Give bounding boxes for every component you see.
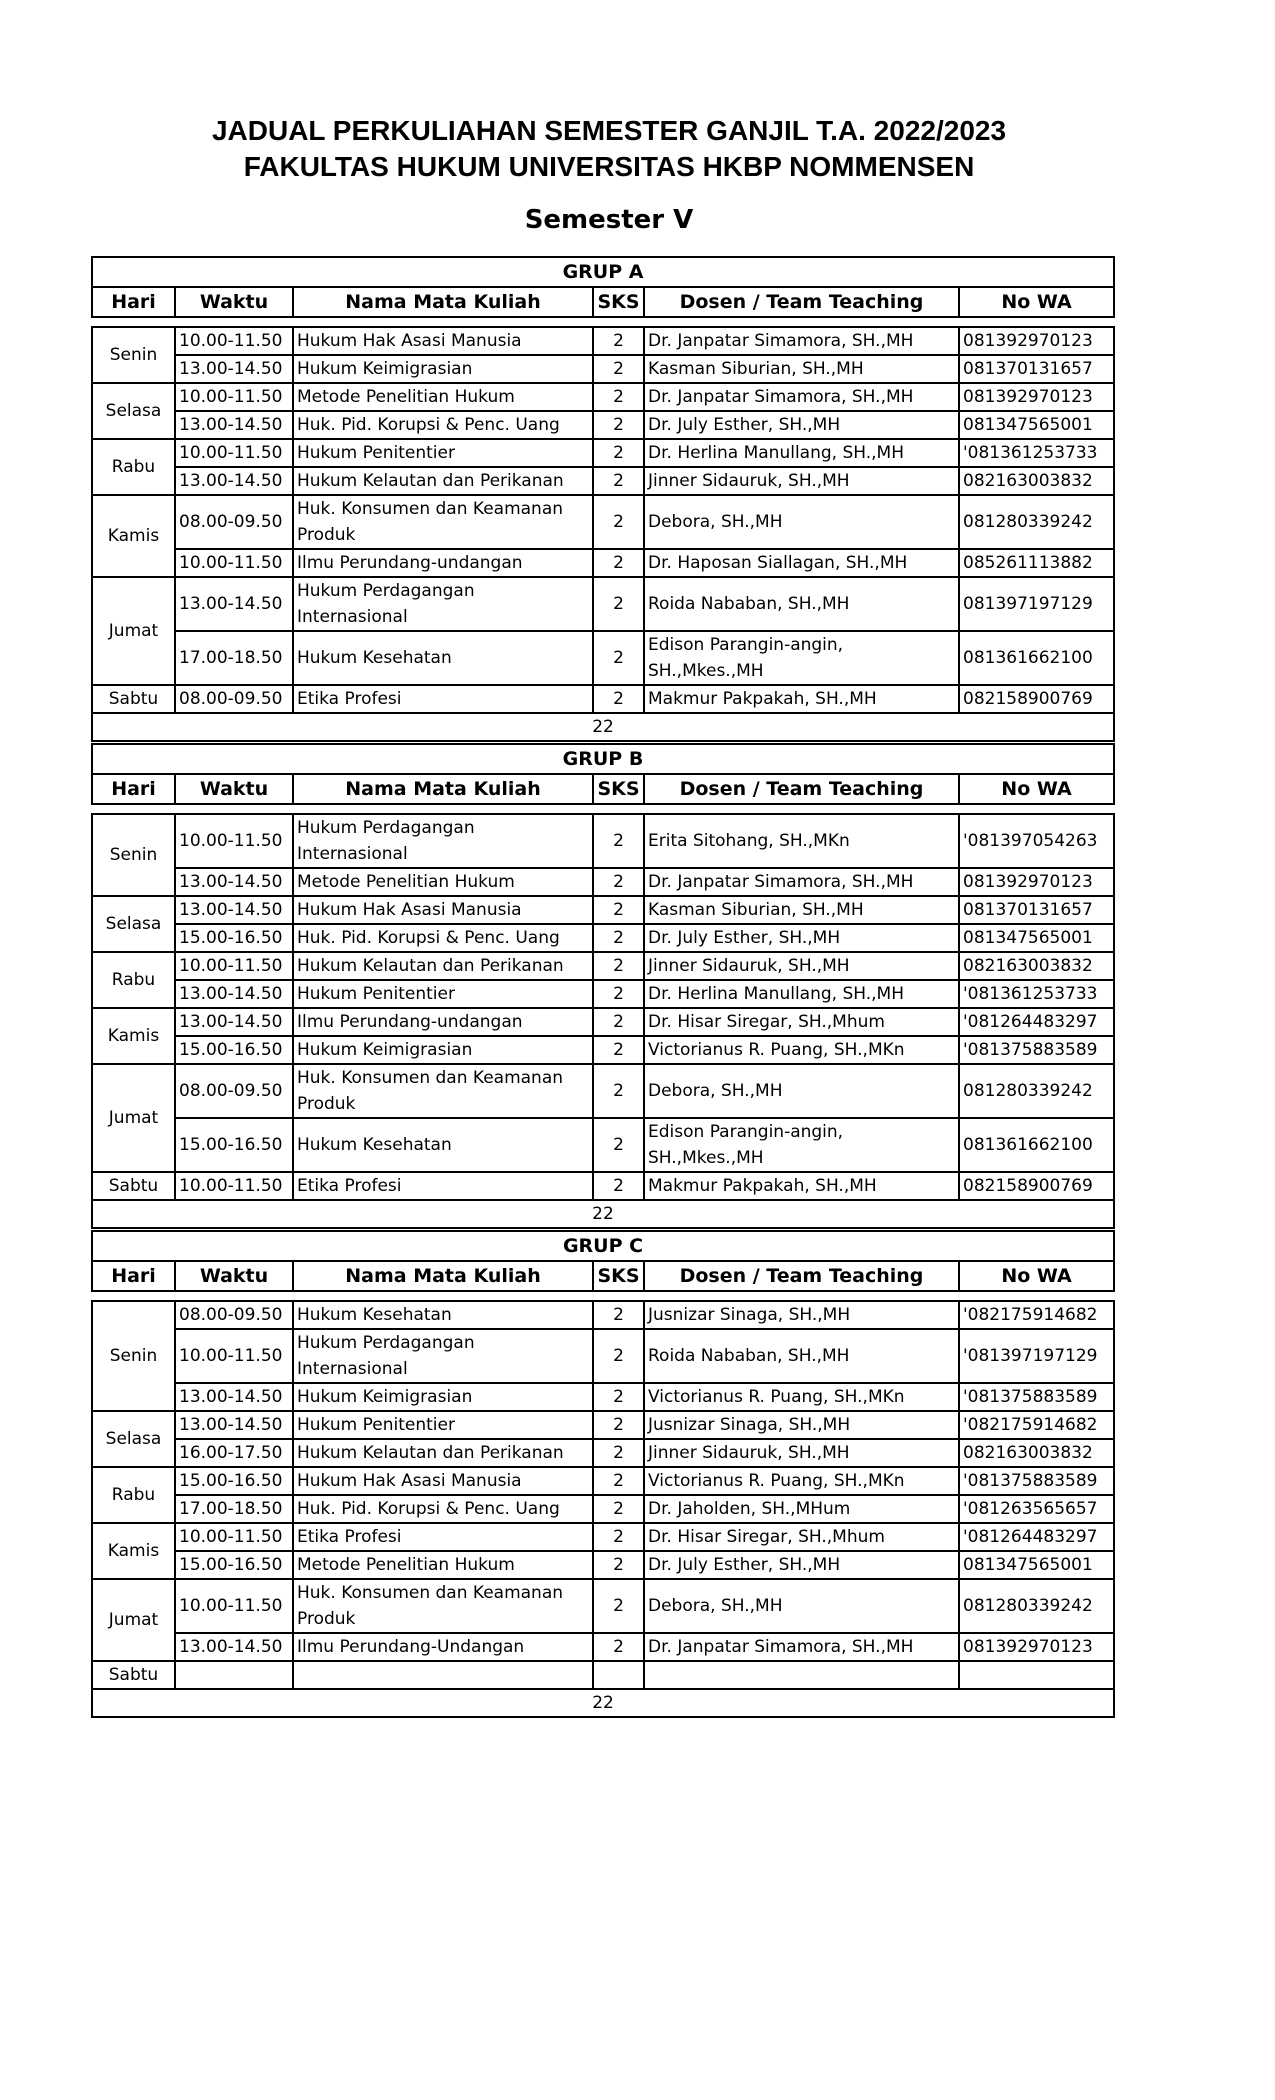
course-cell: Huk. Pid. Korupsi & Penc. Uang bbox=[293, 1495, 593, 1523]
table-row bbox=[92, 631, 1114, 685]
whatsapp-cell: 081347565001 bbox=[959, 1551, 1114, 1579]
table-row bbox=[92, 980, 1114, 1008]
group-title-row bbox=[92, 1231, 1114, 1261]
course-cell: Etika Profesi bbox=[293, 1172, 593, 1200]
course-cell bbox=[293, 1661, 593, 1689]
sks-cell: 2 bbox=[593, 495, 644, 549]
sks-cell: 2 bbox=[593, 1523, 644, 1551]
course-cell: Huk. Konsumen dan Keamanan Produk bbox=[293, 1064, 593, 1118]
table-row bbox=[92, 1411, 1114, 1439]
time-cell: 10.00-11.50 bbox=[175, 439, 293, 467]
day-cell: Kamis bbox=[92, 495, 175, 577]
whatsapp-cell: 081370131657 bbox=[959, 355, 1114, 383]
lecturer-cell: Victorianus R. Puang, SH.,MKn bbox=[644, 1467, 959, 1495]
table-row bbox=[92, 1172, 1114, 1200]
sks-cell: 2 bbox=[593, 1495, 644, 1523]
header-no-wa: No WA bbox=[959, 1261, 1114, 1291]
time-cell: 13.00-14.50 bbox=[175, 1411, 293, 1439]
course-cell: Huk. Konsumen dan Keamanan Produk bbox=[293, 1579, 593, 1633]
course-cell: Hukum Kelautan dan Perikanan bbox=[293, 952, 593, 980]
sks-cell: 2 bbox=[593, 631, 644, 685]
day-cell: Rabu bbox=[92, 439, 175, 495]
lecturer-cell: Edison Parangin-angin, SH.,Mkes.,MH bbox=[644, 1118, 959, 1172]
course-cell: Hukum Kesehatan bbox=[293, 631, 593, 685]
time-cell: 10.00-11.50 bbox=[175, 1523, 293, 1551]
spacer-cell bbox=[92, 1291, 1114, 1301]
course-cell: Huk. Konsumen dan Keamanan Produk bbox=[293, 495, 593, 549]
lecturer-cell: Jusnizar Sinaga, SH.,MH bbox=[644, 1411, 959, 1439]
course-cell: Hukum Kelautan dan Perikanan bbox=[293, 467, 593, 495]
time-cell: 08.00-09.50 bbox=[175, 685, 293, 713]
schedule-table-group-c bbox=[91, 1230, 1115, 1718]
whatsapp-cell: 082163003832 bbox=[959, 1439, 1114, 1467]
lecturer-cell: Kasman Siburian, SH.,MH bbox=[644, 355, 959, 383]
table-row bbox=[92, 814, 1114, 868]
sks-cell: 2 bbox=[593, 685, 644, 713]
table-row bbox=[92, 411, 1114, 439]
total-row bbox=[92, 1689, 1114, 1717]
schedule-table-group-a bbox=[91, 256, 1115, 742]
table-row bbox=[92, 1301, 1114, 1329]
whatsapp-cell bbox=[959, 1661, 1114, 1689]
whatsapp-cell: '081361253733 bbox=[959, 439, 1114, 467]
table-row bbox=[92, 1495, 1114, 1523]
lecturer-cell: Dr. Janpatar Simamora, SH.,MH bbox=[644, 1633, 959, 1661]
semester-title: Semester V bbox=[524, 205, 694, 235]
sks-cell bbox=[593, 1661, 644, 1689]
day-cell: Senin bbox=[92, 327, 175, 383]
whatsapp-cell: 081347565001 bbox=[959, 924, 1114, 952]
table-row bbox=[92, 1008, 1114, 1036]
whatsapp-cell: 081347565001 bbox=[959, 411, 1114, 439]
table-row bbox=[92, 1661, 1114, 1689]
course-cell: Hukum Penitentier bbox=[293, 1411, 593, 1439]
time-cell: 10.00-11.50 bbox=[175, 814, 293, 868]
lecturer-cell: Dr. July Esther, SH.,MH bbox=[644, 1551, 959, 1579]
table-row bbox=[92, 1467, 1114, 1495]
whatsapp-cell: 081370131657 bbox=[959, 896, 1114, 924]
day-cell: Rabu bbox=[92, 1467, 175, 1523]
lecturer-cell: Dr. Hisar Siregar, SH.,Mhum bbox=[644, 1008, 959, 1036]
time-cell: 13.00-14.50 bbox=[175, 1383, 293, 1411]
header-row bbox=[92, 1261, 1114, 1291]
table-row bbox=[92, 1329, 1114, 1383]
course-cell: Hukum Perdagangan Internasional bbox=[293, 814, 593, 868]
day-cell: Sabtu bbox=[92, 685, 175, 713]
course-cell: Ilmu Perundang-Undangan bbox=[293, 1633, 593, 1661]
table-row bbox=[92, 467, 1114, 495]
whatsapp-cell: '082175914682 bbox=[959, 1411, 1114, 1439]
lecturer-cell: Edison Parangin-angin, SH.,Mkes.,MH bbox=[644, 631, 959, 685]
sks-cell: 2 bbox=[593, 1008, 644, 1036]
time-cell: 13.00-14.50 bbox=[175, 868, 293, 896]
group-title-row bbox=[92, 257, 1114, 287]
whatsapp-cell: 081397197129 bbox=[959, 577, 1114, 631]
time-cell: 10.00-11.50 bbox=[175, 1579, 293, 1633]
sks-cell: 2 bbox=[593, 1329, 644, 1383]
lecturer-cell: Dr. Janpatar Simamora, SH.,MH bbox=[644, 383, 959, 411]
lecturer-cell: Dr. Jaholden, SH.,MHum bbox=[644, 1495, 959, 1523]
lecturer-cell: Jinner Sidauruk, SH.,MH bbox=[644, 1439, 959, 1467]
sks-cell: 2 bbox=[593, 1439, 644, 1467]
whatsapp-cell: 081392970123 bbox=[959, 383, 1114, 411]
day-cell: Jumat bbox=[92, 1064, 175, 1172]
course-cell: Metode Penelitian Hukum bbox=[293, 383, 593, 411]
header-dosen: Dosen / Team Teaching bbox=[644, 1261, 959, 1291]
lecturer-cell: Debora, SH.,MH bbox=[644, 1064, 959, 1118]
table-row bbox=[92, 1383, 1114, 1411]
sks-cell: 2 bbox=[593, 411, 644, 439]
spacer-row bbox=[92, 317, 1114, 327]
whatsapp-cell: '081375883589 bbox=[959, 1036, 1114, 1064]
course-cell: Hukum Keimigrasian bbox=[293, 355, 593, 383]
table-row bbox=[92, 327, 1114, 355]
sks-cell: 2 bbox=[593, 439, 644, 467]
sks-cell: 2 bbox=[593, 1301, 644, 1329]
whatsapp-cell: '081397054263 bbox=[959, 814, 1114, 868]
table-row bbox=[92, 1036, 1114, 1064]
day-cell: Selasa bbox=[92, 383, 175, 439]
day-cell: Kamis bbox=[92, 1523, 175, 1579]
time-cell: 15.00-16.50 bbox=[175, 1118, 293, 1172]
time-cell: 13.00-14.50 bbox=[175, 467, 293, 495]
course-cell: Hukum Keimigrasian bbox=[293, 1383, 593, 1411]
time-cell: 17.00-18.50 bbox=[175, 631, 293, 685]
table-row bbox=[92, 495, 1114, 549]
table-row bbox=[92, 1551, 1114, 1579]
course-cell: Hukum Kesehatan bbox=[293, 1118, 593, 1172]
sks-cell: 2 bbox=[593, 1383, 644, 1411]
time-cell: 10.00-11.50 bbox=[175, 327, 293, 355]
header-row bbox=[92, 774, 1114, 804]
sks-cell: 2 bbox=[593, 577, 644, 631]
lecturer-cell: Victorianus R. Puang, SH.,MKn bbox=[644, 1383, 959, 1411]
table-row bbox=[92, 685, 1114, 713]
sks-cell: 2 bbox=[593, 980, 644, 1008]
header-mata-kuliah: Nama Mata Kuliah bbox=[293, 774, 593, 804]
sks-cell: 2 bbox=[593, 814, 644, 868]
total-row bbox=[92, 713, 1114, 741]
lecturer-cell: Dr. July Esther, SH.,MH bbox=[644, 924, 959, 952]
sks-cell: 2 bbox=[593, 1036, 644, 1064]
document-title: JADUAL PERKULIAHAN SEMESTER GANJIL T.A. 2022/2023 bbox=[211, 115, 1007, 146]
course-cell: Hukum Hak Asasi Manusia bbox=[293, 896, 593, 924]
whatsapp-cell: '081263565657 bbox=[959, 1495, 1114, 1523]
course-cell: Hukum Kelautan dan Perikanan bbox=[293, 1439, 593, 1467]
header-sks: SKS bbox=[593, 287, 644, 317]
lecturer-cell: Dr. Herlina Manullang, SH.,MH bbox=[644, 439, 959, 467]
sks-cell: 2 bbox=[593, 952, 644, 980]
course-cell: Hukum Kesehatan bbox=[293, 1301, 593, 1329]
day-cell: Senin bbox=[92, 814, 175, 896]
sks-cell: 2 bbox=[593, 1633, 644, 1661]
sks-cell: 2 bbox=[593, 355, 644, 383]
whatsapp-cell: 081392970123 bbox=[959, 868, 1114, 896]
whatsapp-cell: '081375883589 bbox=[959, 1383, 1114, 1411]
whatsapp-cell: 081361662100 bbox=[959, 631, 1114, 685]
sks-cell: 2 bbox=[593, 1118, 644, 1172]
spacer-row bbox=[92, 1291, 1114, 1301]
lecturer-cell: Jusnizar Sinaga, SH.,MH bbox=[644, 1301, 959, 1329]
lecturer-cell: Makmur Pakpakah, SH.,MH bbox=[644, 685, 959, 713]
table-row bbox=[92, 577, 1114, 631]
time-cell: 17.00-18.50 bbox=[175, 1495, 293, 1523]
whatsapp-cell: '081375883589 bbox=[959, 1467, 1114, 1495]
header-row bbox=[92, 287, 1114, 317]
whatsapp-cell: '081361253733 bbox=[959, 980, 1114, 1008]
whatsapp-cell: 081280339242 bbox=[959, 495, 1114, 549]
faculty-title: FAKULTAS HUKUM UNIVERSITAS HKBP NOMMENSEN bbox=[243, 151, 975, 182]
time-cell: 10.00-11.50 bbox=[175, 1329, 293, 1383]
day-cell: Selasa bbox=[92, 896, 175, 952]
header-waktu: Waktu bbox=[175, 287, 293, 317]
table-row bbox=[92, 896, 1114, 924]
lecturer-cell: Dr. Haposan Siallagan, SH.,MH bbox=[644, 549, 959, 577]
table-row bbox=[92, 1579, 1114, 1633]
table-row bbox=[92, 383, 1114, 411]
course-cell: Etika Profesi bbox=[293, 685, 593, 713]
header-hari: Hari bbox=[92, 1261, 175, 1291]
sks-cell: 2 bbox=[593, 1411, 644, 1439]
schedule-table-group-b bbox=[91, 743, 1115, 1229]
day-cell: Senin bbox=[92, 1301, 175, 1411]
sks-total: 22 bbox=[92, 1200, 1114, 1228]
total-row bbox=[92, 1200, 1114, 1228]
lecturer-cell: Dr. Herlina Manullang, SH.,MH bbox=[644, 980, 959, 1008]
header-hari: Hari bbox=[92, 774, 175, 804]
table-row bbox=[92, 952, 1114, 980]
header-no-wa: No WA bbox=[959, 774, 1114, 804]
day-cell: Kamis bbox=[92, 1008, 175, 1064]
whatsapp-cell: 081392970123 bbox=[959, 327, 1114, 355]
lecturer-cell: Dr. Hisar Siregar, SH.,Mhum bbox=[644, 1523, 959, 1551]
course-cell: Hukum Keimigrasian bbox=[293, 1036, 593, 1064]
whatsapp-cell: '081264483297 bbox=[959, 1008, 1114, 1036]
day-cell: Sabtu bbox=[92, 1172, 175, 1200]
time-cell: 13.00-14.50 bbox=[175, 577, 293, 631]
whatsapp-cell: 082163003832 bbox=[959, 467, 1114, 495]
lecturer-cell: Debora, SH.,MH bbox=[644, 495, 959, 549]
whatsapp-cell: 085261113882 bbox=[959, 549, 1114, 577]
time-cell: 13.00-14.50 bbox=[175, 896, 293, 924]
header-dosen: Dosen / Team Teaching bbox=[644, 774, 959, 804]
time-cell: 15.00-16.50 bbox=[175, 1467, 293, 1495]
lecturer-cell: Dr. Janpatar Simamora, SH.,MH bbox=[644, 327, 959, 355]
whatsapp-cell: '082175914682 bbox=[959, 1301, 1114, 1329]
time-cell: 13.00-14.50 bbox=[175, 980, 293, 1008]
sks-cell: 2 bbox=[593, 383, 644, 411]
course-cell: Metode Penelitian Hukum bbox=[293, 868, 593, 896]
lecturer-cell: Jinner Sidauruk, SH.,MH bbox=[644, 952, 959, 980]
sks-cell: 2 bbox=[593, 467, 644, 495]
lecturer-cell: Makmur Pakpakah, SH.,MH bbox=[644, 1172, 959, 1200]
course-cell: Hukum Hak Asasi Manusia bbox=[293, 327, 593, 355]
time-cell: 13.00-14.50 bbox=[175, 1633, 293, 1661]
whatsapp-cell: 081280339242 bbox=[959, 1064, 1114, 1118]
lecturer-cell bbox=[644, 1661, 959, 1689]
sks-cell: 2 bbox=[593, 1172, 644, 1200]
table-row bbox=[92, 1523, 1114, 1551]
table-row bbox=[92, 549, 1114, 577]
header-hari: Hari bbox=[92, 287, 175, 317]
lecturer-cell: Dr. July Esther, SH.,MH bbox=[644, 411, 959, 439]
lecturer-cell: Victorianus R. Puang, SH.,MKn bbox=[644, 1036, 959, 1064]
course-cell: Hukum Perdagangan Internasional bbox=[293, 1329, 593, 1383]
header-mata-kuliah: Nama Mata Kuliah bbox=[293, 287, 593, 317]
header-sks: SKS bbox=[593, 1261, 644, 1291]
lecturer-cell: Roida Nababan, SH.,MH bbox=[644, 1329, 959, 1383]
whatsapp-cell: 081392970123 bbox=[959, 1633, 1114, 1661]
header-no-wa: No WA bbox=[959, 287, 1114, 317]
header-dosen: Dosen / Team Teaching bbox=[644, 287, 959, 317]
group-title: GRUP B bbox=[92, 744, 1114, 774]
time-cell: 13.00-14.50 bbox=[175, 411, 293, 439]
table-row bbox=[92, 355, 1114, 383]
table-row bbox=[92, 868, 1114, 896]
time-cell: 13.00-14.50 bbox=[175, 1008, 293, 1036]
whatsapp-cell: 082158900769 bbox=[959, 1172, 1114, 1200]
lecturer-cell: Kasman Siburian, SH.,MH bbox=[644, 896, 959, 924]
lecturer-cell: Dr. Janpatar Simamora, SH.,MH bbox=[644, 868, 959, 896]
course-cell: Hukum Penitentier bbox=[293, 980, 593, 1008]
spacer-cell bbox=[92, 317, 1114, 327]
group-title: GRUP A bbox=[92, 257, 1114, 287]
header-mata-kuliah: Nama Mata Kuliah bbox=[293, 1261, 593, 1291]
course-cell: Hukum Perdagangan Internasional bbox=[293, 577, 593, 631]
course-cell: Hukum Hak Asasi Manusia bbox=[293, 1467, 593, 1495]
table-row bbox=[92, 1633, 1114, 1661]
sks-cell: 2 bbox=[593, 868, 644, 896]
sks-cell: 2 bbox=[593, 1064, 644, 1118]
course-cell: Hukum Penitentier bbox=[293, 439, 593, 467]
course-cell: Ilmu Perundang-undangan bbox=[293, 549, 593, 577]
time-cell: 13.00-14.50 bbox=[175, 355, 293, 383]
day-cell: Selasa bbox=[92, 1411, 175, 1467]
time-cell: 10.00-11.50 bbox=[175, 1172, 293, 1200]
course-cell: Metode Penelitian Hukum bbox=[293, 1551, 593, 1579]
spacer-row bbox=[92, 804, 1114, 814]
time-cell: 15.00-16.50 bbox=[175, 1551, 293, 1579]
whatsapp-cell: 082163003832 bbox=[959, 952, 1114, 980]
whatsapp-cell: 081280339242 bbox=[959, 1579, 1114, 1633]
spacer-cell bbox=[92, 804, 1114, 814]
time-cell: 08.00-09.50 bbox=[175, 1301, 293, 1329]
day-cell: Rabu bbox=[92, 952, 175, 1008]
sks-total: 22 bbox=[92, 713, 1114, 741]
time-cell bbox=[175, 1661, 293, 1689]
course-cell: Huk. Pid. Korupsi & Penc. Uang bbox=[293, 924, 593, 952]
day-cell: Jumat bbox=[92, 577, 175, 685]
group-title-row bbox=[92, 744, 1114, 774]
day-cell: Sabtu bbox=[92, 1661, 175, 1689]
sks-cell: 2 bbox=[593, 1467, 644, 1495]
time-cell: 10.00-11.50 bbox=[175, 952, 293, 980]
whatsapp-cell: 082158900769 bbox=[959, 685, 1114, 713]
time-cell: 08.00-09.50 bbox=[175, 1064, 293, 1118]
lecturer-cell: Jinner Sidauruk, SH.,MH bbox=[644, 467, 959, 495]
time-cell: 10.00-11.50 bbox=[175, 383, 293, 411]
sks-cell: 2 bbox=[593, 327, 644, 355]
table-row bbox=[92, 439, 1114, 467]
lecturer-cell: Debora, SH.,MH bbox=[644, 1579, 959, 1633]
time-cell: 16.00-17.50 bbox=[175, 1439, 293, 1467]
course-cell: Huk. Pid. Korupsi & Penc. Uang bbox=[293, 411, 593, 439]
sks-cell: 2 bbox=[593, 549, 644, 577]
table-row bbox=[92, 1439, 1114, 1467]
sks-cell: 2 bbox=[593, 924, 644, 952]
table-row bbox=[92, 1118, 1114, 1172]
sks-cell: 2 bbox=[593, 1579, 644, 1633]
course-cell: Ilmu Perundang-undangan bbox=[293, 1008, 593, 1036]
header-waktu: Waktu bbox=[175, 1261, 293, 1291]
table-row bbox=[92, 924, 1114, 952]
time-cell: 15.00-16.50 bbox=[175, 924, 293, 952]
time-cell: 10.00-11.50 bbox=[175, 549, 293, 577]
course-cell: Etika Profesi bbox=[293, 1523, 593, 1551]
whatsapp-cell: '081397197129 bbox=[959, 1329, 1114, 1383]
sks-total: 22 bbox=[92, 1689, 1114, 1717]
whatsapp-cell: '081264483297 bbox=[959, 1523, 1114, 1551]
whatsapp-cell: 081361662100 bbox=[959, 1118, 1114, 1172]
day-cell: Jumat bbox=[92, 1579, 175, 1661]
lecturer-cell: Roida Nababan, SH.,MH bbox=[644, 577, 959, 631]
lecturer-cell: Erita Sitohang, SH.,MKn bbox=[644, 814, 959, 868]
table-row bbox=[92, 1064, 1114, 1118]
sks-cell: 2 bbox=[593, 896, 644, 924]
time-cell: 15.00-16.50 bbox=[175, 1036, 293, 1064]
time-cell: 08.00-09.50 bbox=[175, 495, 293, 549]
sks-cell: 2 bbox=[593, 1551, 644, 1579]
header-sks: SKS bbox=[593, 774, 644, 804]
group-title: GRUP C bbox=[92, 1231, 1114, 1261]
header-waktu: Waktu bbox=[175, 774, 293, 804]
